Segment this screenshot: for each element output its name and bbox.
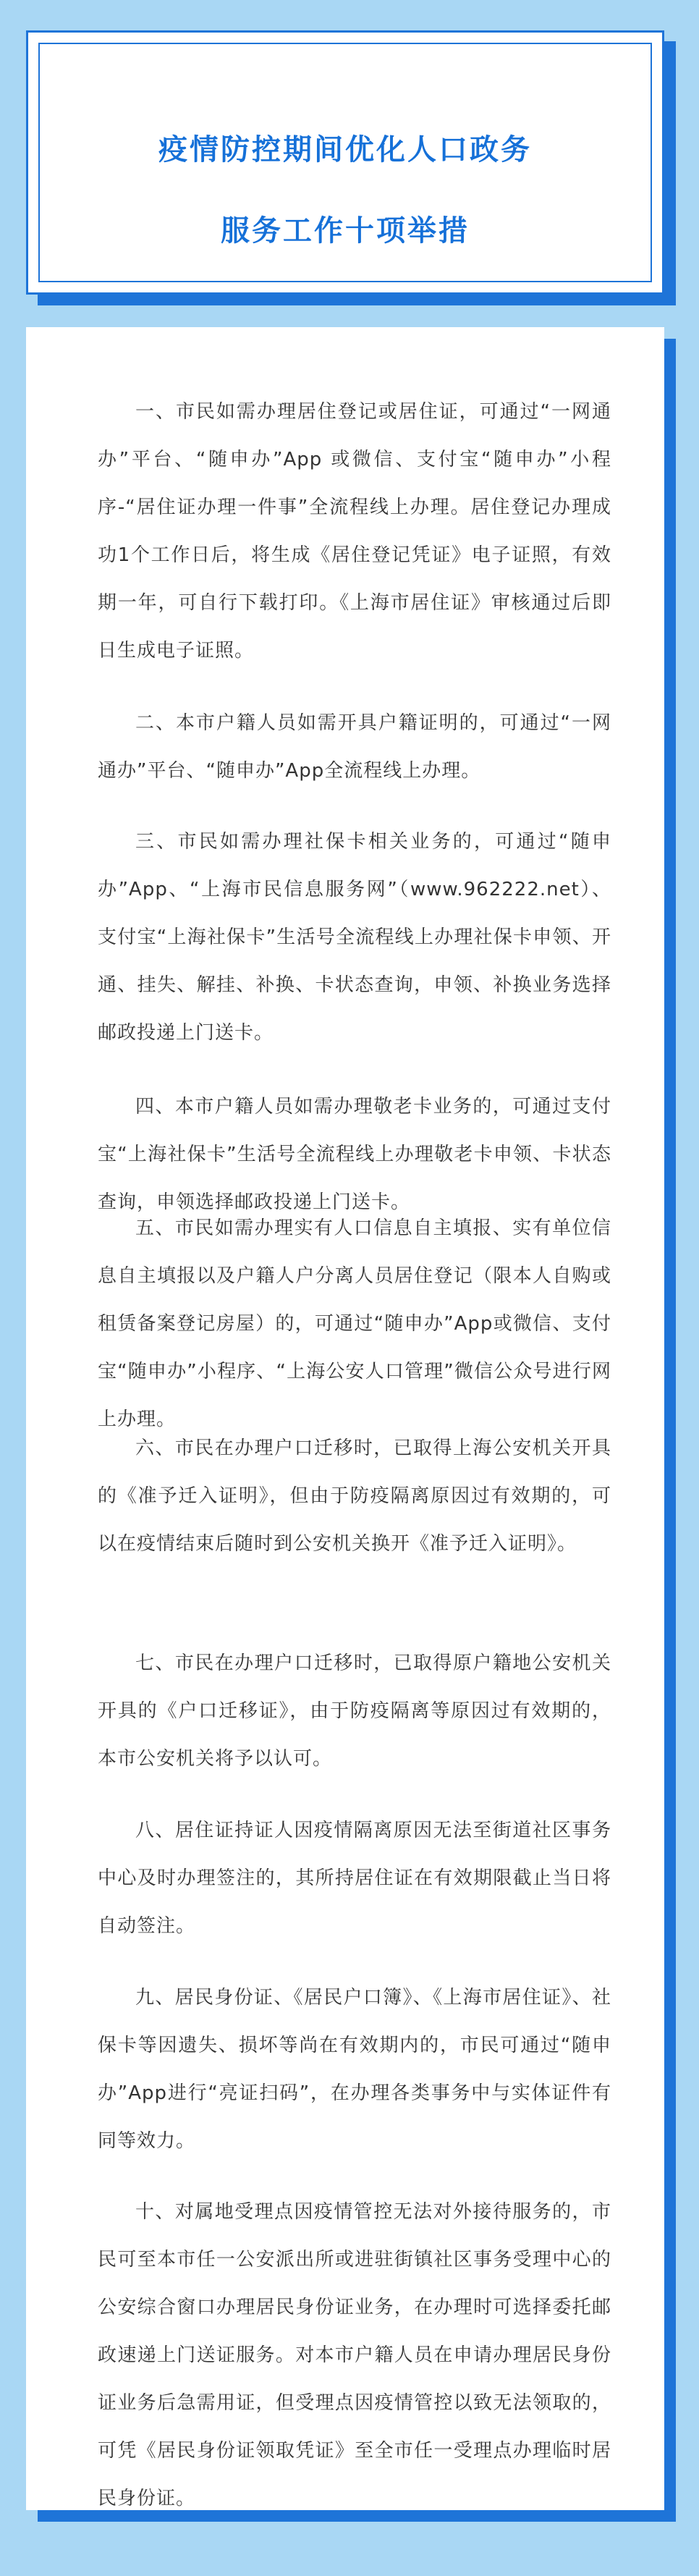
measure-1-paragraph: 一、市民如需办理居住登记或居住证，可通过“一网通办”平台、“随申办”App 或微信、支付宝“随申办”小程序-“居住证办理一件事”全流程线上办理。居住登记办理成功1个工作日后，将生成《居住登记凭证》电子证照，有效期一年，可自行下载打印。《上海市居住证》审核通过后即日生成电子证照。: [98, 401, 611, 662]
measure-7-paragraph: 七、市民在办理户口迁移时，已取得原户籍地公安机关开具的《户口迁移证》，由于防疫隔离等原因过有效期的，本市公安机关将予以认可。: [98, 1652, 611, 1770]
measure-3-paragraph: 三、市民如需办理社保卡相关业务的，可通过“随申办”App、“上海市民信息服务网”（www.962222.net）、支付宝“上海社保卡”生活号全流程线上办理社保卡申领、开通、挂失、解挂、补换、卡状态查询，申领、补换业务选择邮政投递上门送卡。: [98, 831, 611, 1044]
page-title-line1: 疫情防控期间优化人口政务: [158, 133, 532, 166]
measure-4-paragraph: 四、本市户籍人员如需办理敬老卡业务的，可通过支付宝“上海社保卡”生活号全流程线上办理敬老卡申领、卡状态查询，申领选择邮政投递上门送卡。: [98, 1096, 611, 1213]
measure-9-paragraph: 九、居民身份证、《居民户口簿》、《上海市居住证》、社保卡等因遗失、损坏等尚在有效期内的，市民可通过“随申办”App进行“亮证扫码”，在办理各类事务中与实体证件有同等效力。: [98, 1987, 611, 2152]
header-card: [26, 30, 664, 295]
bottom-divider: [26, 2522, 664, 2523]
measures-card: [26, 327, 664, 2510]
measure-6-paragraph: 六、市民在办理户口迁移时，已取得上海公安机关开具的《准予迁入证明》，但由于防疫隔离原因过有效期的，可以在疫情结束后随时到公安机关换开《准予迁入证明》。: [98, 1437, 611, 1555]
measure-2-paragraph: 二、本市户籍人员如需开具户籍证明的，可通过“一网通办”平台、“随申办”App全流程线上办理。: [98, 712, 611, 782]
measure-8-paragraph: 八、居住证持证人因疫情隔离原因无法至街道社区事务中心及时办理签注的，其所持居住证在有效期限截止当日将自动签注。: [98, 1820, 611, 1937]
page-title-line2: 服务工作十项举措: [221, 214, 470, 248]
measure-10-paragraph: 十、对属地受理点因疫情管控无法对外接待服务的，市民可至本市任一公安派出所或进驻街镇社区事务受理中心的公安综合窗口办理居民身份证业务，在办理时可选择委托邮政速递上门送证服务。对本市户籍人员在申请办理居民身份证业务后急需用证，但受理点因疫情管控以致无法领取的，可凭《居民身份证领取凭证》至全市任一受理点办理临时居民身份证。: [98, 2201, 611, 2509]
measure-5-paragraph: 五、市民如需办理实有人口信息自主填报、实有单位信息自主填报以及户籍人户分离人员居住登记（限本人自购或租赁备案登记房屋）的，可通过“随申办”App或微信、支付宝“随申办”小程序、“上海公安人口管理”微信公众号进行网上办理。: [98, 1217, 611, 1430]
